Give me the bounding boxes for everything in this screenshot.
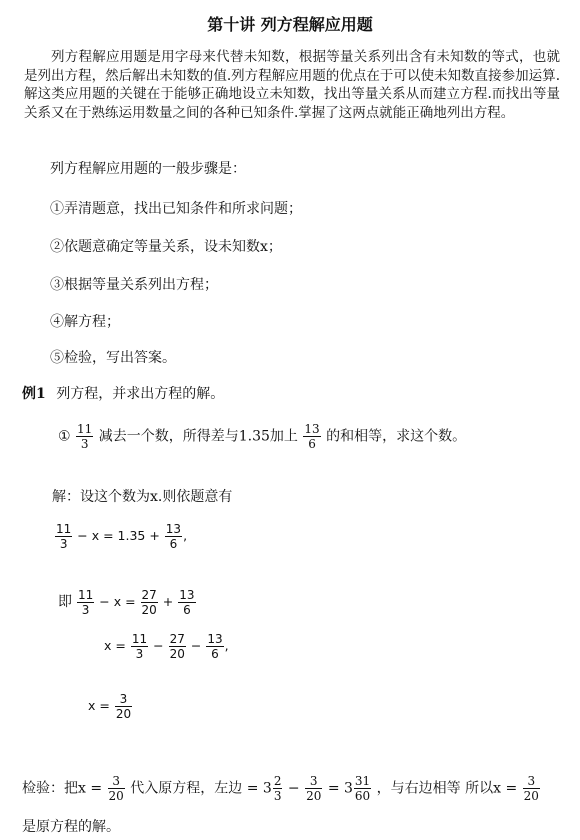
solution-intro: 解：设这个数为x.则依题意有	[52, 489, 233, 505]
example-heading	[22, 383, 224, 403]
page-title: 第十讲 列方程解应用题	[207, 15, 373, 34]
problem-statement	[58, 422, 466, 451]
fraction: $\frac{27}{20}$	[141, 588, 157, 617]
fraction: $\frac{13}{6}$	[179, 588, 195, 617]
step-5: ⑤检验，写出答案。	[50, 350, 176, 366]
problem-text-end: 的和相等，求这个数。	[326, 428, 467, 445]
equation-3: x = $\frac{11}{3}$ − $\frac{27}{20}$ − $\frac{13}{6}$ ,	[104, 632, 229, 661]
problem-marker: ①	[58, 428, 71, 445]
equation-2: 即 $\frac{11}{3}$ − x = $\frac{27}{20}$ + $\frac{13}{6}$	[58, 588, 195, 617]
fraction: $\frac{31}{60}$	[354, 774, 371, 803]
problem-text-mid: 减去一个数，所得差与1.35加上	[98, 428, 298, 445]
equation-1: $\frac{11}{3}$ − x = 1.35 + $\frac{13}{6}$ ,	[56, 522, 188, 551]
fraction: $\frac{3}{20}$	[115, 692, 132, 721]
fraction: $\frac{11}{3}$	[131, 632, 148, 661]
verification-line: 检验：把x = $\frac{3}{20}$ 代入原方程，左边 = 3 $\frac{2}{3}$ − $\frac{3}{20}$ = 3 $\frac{31}{60}$ ，与右边相等 所以x = $\frac{3}{20}$	[22, 774, 539, 803]
fraction: $\frac{3}{20}$	[108, 774, 124, 803]
fraction: $\frac{13}{6}$	[207, 632, 223, 661]
steps-heading: 列方程解应用题的一般步骤是：	[50, 161, 246, 177]
equation-4: x = $\frac{3}{20}$	[88, 692, 132, 721]
step-1: ①弄清题意，找出已知条件和所求问题；	[50, 201, 302, 217]
conclusion-line: 是原方程的解。	[22, 819, 120, 835]
fraction: $\frac{11}{3}$	[77, 588, 94, 617]
intro-paragraph: 列方程解应用题是用字母来代替未知数，根据等量关系列出含有未知数的等式，也就是列出方程，然后解出未知数的值.列方程解应用题的优点在于可以使未知数直接参加运算.解这类应用题的关键在于能够正确地设立未知数，找出等量关系从而建立方程.而找出等量关系又在于熟练运用数量之间的各种已知条件.掌握了这两点就能正确地列出方程。	[24, 49, 560, 121]
fraction: $\frac{11}{3}$	[56, 522, 72, 551]
step-3: ③根据等量关系列出方程；	[50, 277, 218, 293]
fraction: $\frac{11}{3}$	[77, 422, 93, 451]
fraction: $\frac{13}{6}$	[165, 522, 182, 551]
fraction: $\frac{13}{6}$	[304, 422, 320, 451]
fraction: $\frac{27}{20}$	[169, 632, 185, 661]
fraction: $\frac{3}{20}$	[523, 774, 539, 803]
step-2: ②依题意确定等量关系，设未知数x；	[50, 239, 282, 255]
example-text: 列方程，并求出方程的解。	[56, 386, 225, 402]
fraction: $\frac{2}{3}$	[273, 774, 282, 803]
fraction: $\frac{3}{20}$	[306, 774, 322, 803]
step-4: ④解方程；	[50, 314, 120, 330]
example-label: 例1	[22, 386, 46, 402]
